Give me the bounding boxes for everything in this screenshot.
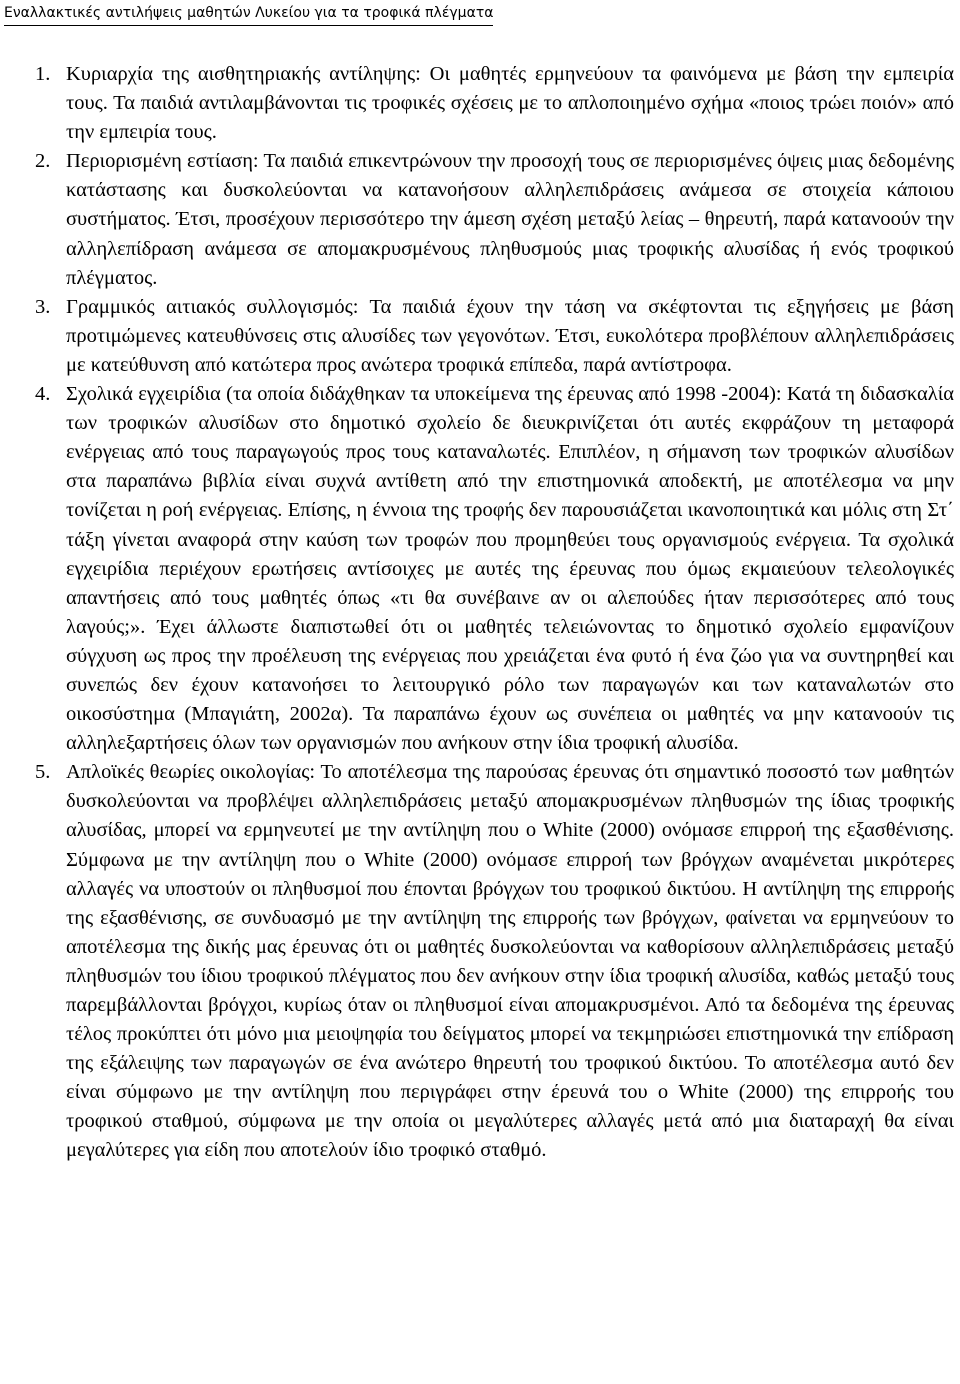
- numbered-list: [30, 60, 954, 1166]
- list-item: [30, 60, 954, 147]
- running-header: Εναλλακτικές αντιλήψεις μαθητών Λυκείου για τα τροφικά πλέγματα: [4, 4, 493, 26]
- list-item: [30, 147, 954, 292]
- item-number: 2.: [35, 150, 51, 173]
- item-number: 4.: [35, 383, 51, 406]
- list-item: [30, 380, 954, 758]
- item-number: 3.: [35, 295, 51, 318]
- item-text: Κυριαρχία της αισθητηριακής αντίληψης: Οι μαθητές ερμηνεύουν τα φαινόμενα με βάση την εμπειρία τους. Τα παιδιά αντιλαμβάνονται τις τροφικές σχέσεις με το απλοποιημένο σχήμα «ποιος τρώει ποιόν» από την εμπειρία τους.: [66, 63, 954, 144]
- item-text: Απλοϊκές θεωρίες οικολογίας: Το αποτέλεσμα της παρούσας έρευνας ότι σημαντικό ποσοστό των μαθητών δυσκολεύονται να προβλέψει αλληλεπιδράσεις μεταξύ απομακρυσμένων πληθυσμών της ίδιας τροφικής αλυσίδας, μπορεί να ερμηνευτεί με την αντίληψη που ο White (2000) ονόμασε επιρροή της εξασθένισης. Σύμφωνα με την αντίληψη που ο White (2000) ονόμασε επιρροή των βρόγχων αναμένεται μικρότερες αλλαγές να υποστούν οι πληθυσμοί που έπονται βρόγχων του τροφικού δικτύου. Η αντίληψη της επιρροής της εξασθένισης, σε συνδυασμό με την αντίληψη της επιρροής των βρόγχων, φαίνεται να ερμηνεύουν το αποτέλεσμα της δικής μας έρευνας ότι οι μαθητές δυσκολεύονται να καθορίσουν αλληλεπιδράσεις μεταξύ πληθυσμών του ίδιου τροφικού πλέγματος που δεν ανήκουν στην ίδια τροφική αλυσίδα, καθώς μεταξύ τους παρεμβάλλονται βρόγχοι, κυρίως όταν οι πληθυσμοί είναι απομακρυσμένοι. Από τα δεδομένα της έρευνας τέλος προκύπτει ότι μόνο μια μειοψηφία του δείγματος μπορεί να τεκμηριώσει επιστημονικά την επίδραση της εξάλειψης των παραγωγών σε ένα ανώτερο θηρευτή του τροφικού δικτύου. Το αποτέλεσμα αυτό δεν είναι σύμφωνο με την αντίληψη που περιγράφει στην έρευνά του ο White (2000) της επιρροής του τροφικού σταθμού, σύμφωνα με την οποία οι μεγαλύτερες αλλαγές μετά από μια διαταραχή θα είναι μεγαλύτερες για είδη που αποτελούν ίδιο τροφικό σταθμό.: [66, 761, 954, 1162]
- item-text: Σχολικά εγχειρίδια (τα οποία διδάχθηκαν τα υποκείμενα της έρευνας από 1998 -2004): Κατά τη διδασκαλία των τροφικών αλυσίδων στο δημοτικό σχολείο δε διευκρινίζεται ότι αυτές εκφράζουν τη μεταφορά ενέργειας από τους παραγωγούς προς τους καταναλωτές. Επιπλέον, η σήμανση των τροφικών αλυσίδων στα παραπάνω βιβλία είναι συχνά αντίθετη από την επιστημονικά αποδεκτή, με αποτέλεσμα να μην τονίζεται η ροή ενέργειας. Επίσης, η έννοια της τροφής δεν παρουσιάζεται ικανοποιητικά και μόλις στη Στ΄ τάξη γίνεται αναφορά στην καύση των τροφών που προμηθεύει τους οργανισμούς ενέργεια. Τα σχολικά εγχειρίδια περιέχουν ερωτήσεις αντίσοιχες με αυτές της έρευνας που όμως εκμαιεύουν τελεολογικές απαντήσεις από τους μαθητές όπως «τι θα συνέβαινε αν οι αλεπούδες ήταν περισσότερες από τους λαγούς;». Έχει άλλωστε διαπιστωθεί ότι οι μαθητές τελειώνοντας το δημοτικό σχολείο εμφανίζουν σύγχυση ως προς την προέλευση της ενέργειας που χρειάζεται ένα φυτό ή ένα ζώο για να συντηρηθεί και συνεπώς δεν έχουν κατανοήσει το λειτουργικό ρόλο των παραγωγών και των καταναλωτών στο οικοσύστημα (Μπαγιάτη, 2002α). Τα παραπάνω έχουν ως συνέπεια οι μαθητές να μην κατανοούν τις αλληλεξαρτήσεις όλων των οργανισμών που ανήκουν στην ίδια τροφική αλυσίδα.: [66, 383, 954, 755]
- list-item: [30, 293, 954, 380]
- item-text: Περιορισμένη εστίαση: Τα παιδιά επικεντρώνουν την προσοχή τους σε περιορισμένες όψεις μιας δεδομένης κατάστασης και δυσκολεύονται να κατανοήσουν αλληλεπιδράσεις ανάμεσα σε στοιχεία κάποιου συστήματος. Έτσι, προσέχουν περισσότερο την άμεση σχέση μεταξύ λείας – θηρευτή, παρά κατανοούν την αλληλεπίδραση ανάμεσα σε απομακρυσμένους πληθυσμούς μιας τροφικής αλυσίδας ή ενός τροφικού πλέγματος.: [66, 150, 954, 289]
- document-body: [30, 60, 954, 1166]
- list-item: [30, 758, 954, 1165]
- item-text: Γραμμικός αιτιακός συλλογισμός: Τα παιδιά έχουν την τάση να σκέφτονται τις εξηγήσεις με βάση προτιμώμενες κατευθύνσεις στις αλυσίδες των γεγονότων. Έτσι, ευκολότερα προβλέπουν αλληλεπιδράσεις με κατεύθυνση από κατώτερα προς ανώτερα τροφικά επίπεδα, παρά αντίστροφα.: [66, 295, 954, 376]
- item-number: 5.: [35, 761, 51, 784]
- item-number: 1.: [35, 63, 51, 85]
